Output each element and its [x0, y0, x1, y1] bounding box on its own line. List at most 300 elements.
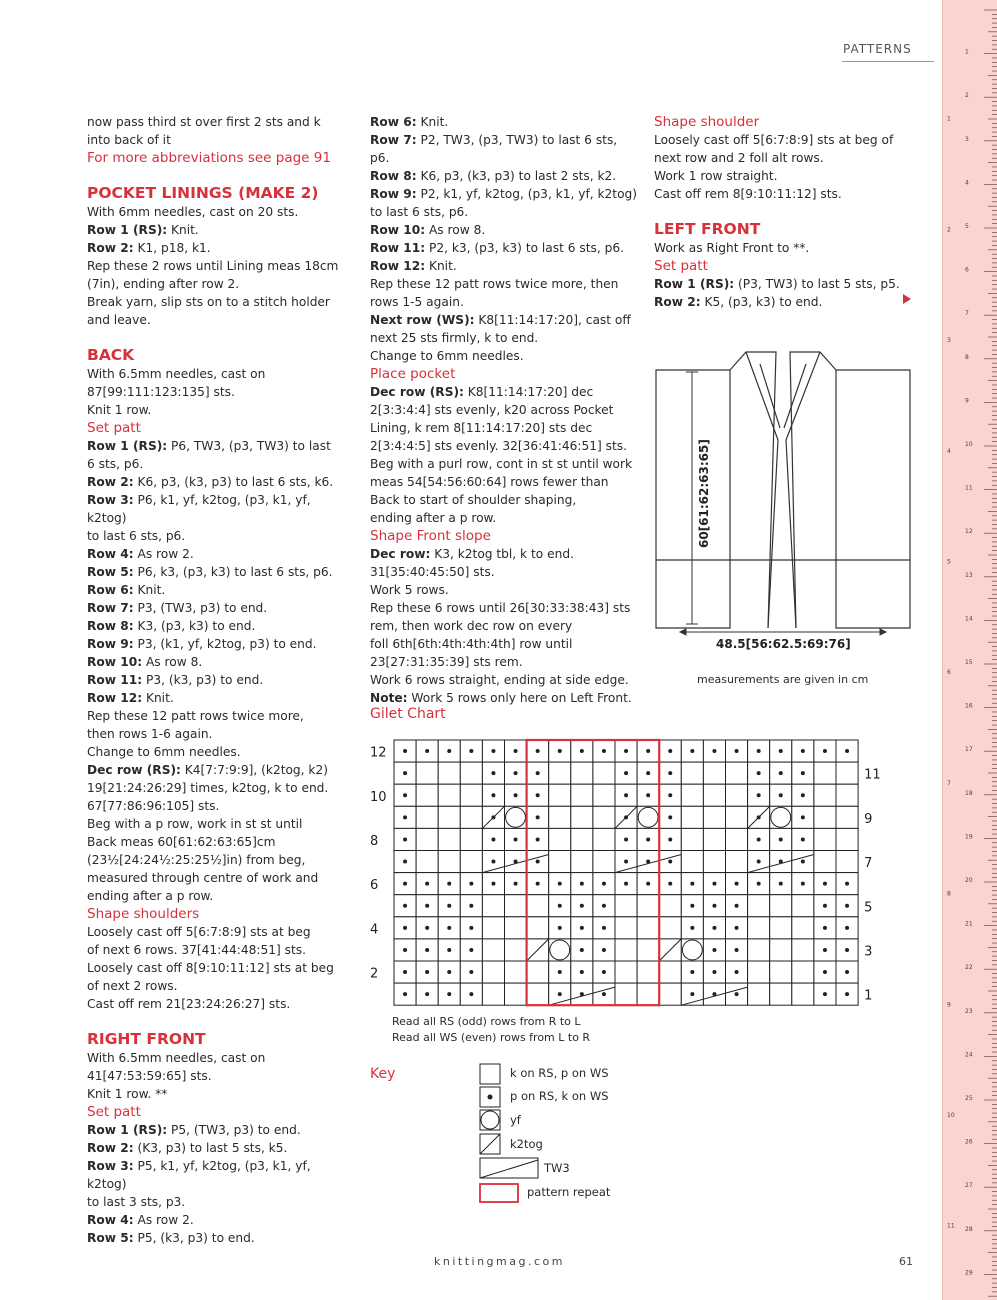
abbreviations-link[interactable]: For more abbreviations see page 91	[87, 150, 331, 166]
chart-dot	[469, 970, 473, 974]
column-2	[370, 113, 640, 707]
chart-cell	[571, 762, 593, 784]
ruler-cm-label: 4	[965, 179, 969, 187]
chart-cell	[593, 828, 615, 850]
chart-dot	[845, 948, 849, 952]
chart-cell	[681, 828, 703, 850]
chart-cell	[792, 983, 814, 1005]
note-text: Work 5 rows only here on Left Front.	[407, 691, 632, 705]
pattern-repeat-symbol-icon	[480, 1184, 518, 1202]
row-label: Row 2:	[87, 475, 134, 489]
row-text: K6, p3, (k3, p3) to last 6 sts, k6.	[133, 475, 334, 489]
row-label: Row 3:	[87, 1159, 134, 1173]
chart-dot	[823, 904, 827, 908]
back-row-2	[87, 473, 352, 491]
chart-dot	[801, 837, 805, 841]
chart-cell	[748, 895, 770, 917]
ruler-cm-label: 1	[965, 48, 969, 56]
chart-dot	[712, 749, 716, 753]
ruler-cm-label: 26	[965, 1138, 973, 1146]
chart-dot	[491, 771, 495, 775]
row-text: As row 2.	[133, 547, 194, 561]
chart-dot	[447, 904, 451, 908]
col2-para-1: Rep these 12 patt rows twice more, then rows 1-5 again.	[370, 277, 619, 309]
chart-dot	[558, 749, 562, 753]
chart-cell	[416, 762, 438, 784]
chart-cell	[438, 784, 460, 806]
chart-dot	[425, 948, 429, 952]
col2-dec2-row	[370, 545, 640, 689]
col2-row-2	[370, 131, 640, 167]
back-row-12	[87, 689, 352, 707]
chart-cell	[438, 806, 460, 828]
continue-arrow-icon	[903, 294, 911, 304]
chart-cell	[416, 806, 438, 828]
back-row-1	[87, 437, 352, 473]
back-para-3: Loosely cast off 5[6:7:8:9] sts at beg of next 6 rows. 37[41:44:48:51] sts. Loosely cast off 8[9:10:11:12] sts at beg of next 2 rows. Cast off rem 21[23:24:26:27] sts.	[87, 925, 334, 1011]
ruler-cm-label: 6	[965, 266, 969, 274]
ruler-cm-label: 23	[965, 1007, 973, 1015]
ruler-cm-label: 8	[965, 353, 969, 361]
chart-dot	[403, 860, 407, 864]
row-label-right: 5	[864, 900, 873, 916]
chart-cell	[792, 917, 814, 939]
chart-cell	[615, 939, 637, 961]
chart-dot	[447, 749, 451, 753]
chart-dot	[447, 882, 451, 886]
height-label: 60[61:62:63:65]	[697, 439, 711, 548]
chart-dot	[690, 882, 694, 886]
chart-cell	[836, 762, 858, 784]
row-text: K3, (p3, k3) to end.	[133, 619, 256, 633]
chart-dot	[779, 749, 783, 753]
ruler-cm-label: 18	[965, 789, 973, 797]
chart-dot	[491, 749, 495, 753]
row-label: Row 2:	[87, 241, 134, 255]
row-text: Knit.	[133, 583, 166, 597]
chart-cell	[527, 983, 549, 1005]
chart-dot	[757, 860, 761, 864]
yf-mark	[550, 940, 570, 960]
chart-dot	[602, 882, 606, 886]
ruler-cm-label: 25	[965, 1095, 973, 1102]
ruler-cm-label: 28	[965, 1225, 973, 1233]
chart-cell	[593, 851, 615, 873]
note-label: Note:	[370, 691, 408, 705]
row-text: P6, k1, yf, k2tog, (p3, k1, yf, k2tog) to last 6 sts, p6.	[87, 493, 311, 543]
chart-cell	[836, 828, 858, 850]
back-row-5	[87, 563, 352, 581]
row-label: Row 12:	[370, 259, 426, 273]
col2-row-6	[370, 239, 640, 257]
column-3	[654, 113, 904, 311]
row-label: Row 12:	[87, 691, 143, 705]
chart-dot	[779, 771, 783, 775]
chart-cell	[549, 762, 571, 784]
row-text: P2, k3, (p3, k3) to last 6 sts, p6.	[425, 241, 624, 255]
row-label: Row 2:	[654, 295, 701, 309]
chart-dot	[801, 771, 805, 775]
chart-dot	[580, 970, 584, 974]
row-label: Row 7:	[370, 133, 417, 147]
chart-dot	[536, 882, 540, 886]
row-text: P5, (k3, p3) to end.	[133, 1231, 255, 1245]
row-label-right: 9	[864, 811, 873, 827]
chart-dot	[735, 970, 739, 974]
chart-dot	[712, 970, 716, 974]
chart-dot	[403, 970, 407, 974]
width-label: 48.5[56:62.5:69:76]	[716, 637, 851, 651]
chart-dot	[403, 948, 407, 952]
back-heading: BACK	[87, 346, 135, 364]
back-para-2: Rep these 12 patt rows twice more, then rows 1-6 again. Change to 6mm needles.	[87, 709, 304, 759]
pocket-linings-heading: POCKET LININGS (MAKE 2)	[87, 184, 319, 202]
row-text: As row 8.	[425, 223, 486, 237]
chart-cell	[482, 917, 504, 939]
chart-cell	[681, 784, 703, 806]
row-text: P5, k1, yf, k2tog, (p3, k1, yf, k2tog) to last 3 sts, p3.	[87, 1159, 311, 1209]
chart-dot	[757, 749, 761, 753]
chart-cell	[549, 806, 571, 828]
chart-title: Gilet Chart	[370, 706, 446, 722]
chart-dot	[801, 882, 805, 886]
chart-dot	[447, 926, 451, 930]
intro-line-2: into back of it	[87, 133, 171, 147]
chart-cell	[703, 828, 725, 850]
row-label: Row 4:	[87, 1213, 134, 1227]
col3-para-1: Loosely cast off 5[6:7:8:9] sts at beg of next row and 2 foll alt rows. Work 1 row straight. Cast off rem 8[9:10:11:12] sts.	[654, 133, 894, 201]
chart-cell	[527, 895, 549, 917]
right-front-row-2	[87, 1139, 352, 1157]
chart-cell	[549, 828, 571, 850]
ruler-cm-label: 2	[965, 92, 969, 100]
chart-dot	[646, 749, 650, 753]
chart-dot	[690, 749, 694, 753]
chart-dot	[801, 793, 805, 797]
chart-cell	[482, 983, 504, 1005]
chart-cell	[637, 939, 659, 961]
chart-cell	[726, 828, 748, 850]
chart-cell	[659, 961, 681, 983]
row-label: Row 6:	[87, 583, 134, 597]
right-front-para-1: With 6.5mm needles, cast on 41[47:53:59:65] sts. Knit 1 row. **	[87, 1051, 266, 1101]
chart-note-rs: Read all RS (odd) rows from R to L	[392, 1015, 581, 1028]
chart-dot	[558, 904, 562, 908]
chart-dot	[624, 860, 628, 864]
col3-para-2: Work as Right Front to **.	[654, 241, 810, 255]
back-row-6	[87, 581, 352, 599]
chart-cell	[527, 961, 549, 983]
chart-dot	[425, 904, 429, 908]
row-label: Row 8:	[370, 169, 417, 183]
row-text: K4[7:7:9:9], (k2tog, k2) 19[21:24:26:29] times, k2tog, k to end. 67[77:86:96:105] sts. Beg with a p row, work in st st until Back meas 60[61:62:63:65]cm (23½[24:24½:25:25½]in) from beg, measured through centre of work and ending after a p row.	[87, 763, 329, 903]
chart-cell	[770, 939, 792, 961]
row-label: Dec row (RS):	[370, 385, 464, 399]
left-sleeve-outline	[656, 370, 730, 628]
header-divider	[842, 61, 934, 62]
chart-dot	[823, 992, 827, 996]
ruler-cm-label: 13	[965, 571, 973, 579]
row-label: Row 10:	[87, 655, 143, 669]
chart-dot	[536, 837, 540, 841]
section-header: PATTERNS	[843, 42, 912, 56]
row-text: P6, k3, (p3, k3) to last 6 sts, p6.	[133, 565, 333, 579]
chart-dot	[491, 793, 495, 797]
gilet-schematic	[650, 340, 920, 660]
chart-dot	[403, 749, 407, 753]
ruler-cm-label: 9	[965, 397, 969, 405]
row-label: Row 1 (RS):	[87, 1123, 168, 1137]
chart-dot	[690, 926, 694, 930]
chart-dot	[845, 749, 849, 753]
chart-dot	[801, 860, 805, 864]
chart-dot	[757, 882, 761, 886]
chart-cell	[703, 806, 725, 828]
chart-cell	[571, 784, 593, 806]
chart-cell	[416, 784, 438, 806]
chart-cell	[482, 895, 504, 917]
chart-dot	[491, 860, 495, 864]
row-text: K3, k2tog tbl, k to end. 31[35:40:45:50] sts. Work 5 rows. Rep these 6 rows until 26[30:33:38:43] sts rem, then work dec row on every foll 6th[6th:4th:4th:4th] row until 23[27:31:35:39] sts rem. Work 6 rows straight, ending at side edge.	[370, 547, 631, 687]
right-sleeve-outline	[836, 370, 910, 628]
chart-note-ws: Read all WS (even) rows from L to R	[392, 1031, 591, 1044]
chart-dot	[602, 948, 606, 952]
chart-cell	[505, 939, 527, 961]
chart-dot	[801, 815, 805, 819]
row-text: Knit.	[167, 223, 199, 237]
chart-cell	[527, 917, 549, 939]
row-label-right: 11	[864, 767, 881, 783]
chart-cell	[460, 762, 482, 784]
pocket-para-2: Rep these 2 rows until Lining meas 18cm (7in), ending after row 2. Break yarn, slip sts on to a stitch holder and leave.	[87, 259, 339, 327]
chart-cell	[770, 917, 792, 939]
row-text: P5, (TW3, p3) to end.	[167, 1123, 301, 1137]
row-label-left: 10	[370, 789, 387, 805]
chart-dot	[514, 793, 518, 797]
chart-dot	[712, 904, 716, 908]
row-text: K6, p3, (k3, p3) to last 2 sts, k2.	[416, 169, 617, 183]
chart-cell	[836, 784, 858, 806]
chart-dot	[823, 948, 827, 952]
chart-dot	[469, 749, 473, 753]
back-set-patt: Set patt	[87, 420, 141, 436]
chart-dot	[757, 771, 761, 775]
chart-dot	[690, 992, 694, 996]
ruler-cm-label: 19	[965, 833, 973, 841]
row-text: As row 8.	[142, 655, 203, 669]
row-label-right: 7	[864, 856, 873, 872]
row-text: K8[11:14:17:20] dec 2[3:3:4:4] sts evenly, k20 across Pocket Lining, k rem 8[11:14:17:20] sts dec 2[3:4:4:5] sts evenly. 32[36:41:46:51] sts. Beg with a purl row, cont in st st until work meas 54[54:56:60:64] rows fewer than Back to start of shoulder shaping, ending after a p row.	[370, 385, 633, 525]
row-label: Row 8:	[87, 619, 134, 633]
row-text: Knit.	[425, 259, 457, 273]
back-row-10	[87, 653, 352, 671]
row-label-left: 12	[370, 745, 387, 761]
chart-dot	[845, 926, 849, 930]
key-item-knit: k on RS, p on WS	[510, 1066, 609, 1080]
chart-dot	[469, 926, 473, 930]
back-row-11	[87, 671, 352, 689]
back-dec-row	[87, 761, 352, 905]
chart-dot	[514, 837, 518, 841]
right-front-set-patt: Set patt	[87, 1104, 141, 1120]
ruler-inch-label: 2	[947, 226, 951, 234]
chart-cell	[571, 828, 593, 850]
chart-cell	[726, 784, 748, 806]
ruler-inch-label: 4	[947, 447, 951, 455]
row-text: P2, k1, yf, k2tog, (p3, k1, yf, k2tog) to last 6 sts, p6.	[370, 187, 638, 219]
back-row-3	[87, 491, 352, 545]
ruler-cm-label: 3	[965, 135, 969, 143]
chart-cell	[792, 939, 814, 961]
chart-dot	[624, 771, 628, 775]
chart-dot	[403, 926, 407, 930]
chart-dot	[779, 793, 783, 797]
chart-dot	[801, 749, 805, 753]
ruler	[942, 0, 997, 1300]
ruler-cm-label: 15	[965, 659, 973, 666]
key-item-pattern-repeat: pattern repeat	[527, 1185, 611, 1199]
row-label: Dec row (RS):	[87, 763, 181, 777]
chart-cell	[549, 784, 571, 806]
row-label: Row 2:	[87, 1141, 134, 1155]
chart-cell	[836, 806, 858, 828]
chart-dot	[735, 749, 739, 753]
row-text: (P3, TW3) to last 5 sts, p5.	[734, 277, 900, 291]
ruler-cm-label: 24	[965, 1051, 973, 1059]
chart-dot	[403, 793, 407, 797]
chart-cell	[814, 762, 836, 784]
row-label: Row 9:	[370, 187, 417, 201]
row-label: Row 10:	[370, 223, 426, 237]
chart-dot	[491, 837, 495, 841]
chart-dot	[580, 904, 584, 908]
gilet-chart	[360, 730, 890, 1015]
chart-dot	[602, 904, 606, 908]
chart-cell	[637, 917, 659, 939]
row-label-left: 2	[370, 966, 379, 982]
ruler-cm-label: 14	[965, 615, 973, 623]
intro-line-1: now pass third st over first 2 sts and k	[87, 115, 321, 129]
col3-set-patt: Set patt	[654, 258, 708, 274]
row-label: Row 5:	[87, 565, 134, 579]
chart-dot	[514, 882, 518, 886]
col2-row-4	[370, 185, 640, 221]
chart-cell	[814, 851, 836, 873]
chart-cell	[726, 851, 748, 873]
chart-dot	[624, 882, 628, 886]
ruler-inch-label: 6	[947, 669, 951, 677]
chart-dot	[536, 815, 540, 819]
key-item-purl: p on RS, k on WS	[510, 1089, 609, 1103]
row-label: Row 6:	[370, 115, 417, 129]
place-pocket-heading: Place pocket	[370, 366, 456, 382]
row-text: K8[11:14:17:20], cast off next 25 sts firmly, k to end. Change to 6mm needles.	[370, 313, 631, 363]
knit-symbol-icon	[480, 1064, 500, 1084]
row-label: Dec row:	[370, 547, 431, 561]
page-number: 61	[899, 1255, 913, 1268]
right-front-row-3	[87, 1157, 352, 1211]
back-row-7	[87, 599, 352, 617]
pocket-row-1	[87, 221, 352, 239]
row-text: P3, (TW3, p3) to end.	[133, 601, 268, 615]
chart-dot	[823, 970, 827, 974]
chart-dot	[668, 793, 672, 797]
ruler-cm-label: 29	[965, 1269, 973, 1277]
chart-dot	[580, 926, 584, 930]
ruler-cm-label: 5	[965, 223, 969, 230]
chart-cell	[703, 784, 725, 806]
chart-cell	[438, 762, 460, 784]
column-1	[87, 113, 352, 1247]
chart-dot	[757, 793, 761, 797]
chart-cell	[814, 828, 836, 850]
yf-mark	[682, 940, 702, 960]
chart-cell	[593, 784, 615, 806]
chart-dot	[823, 749, 827, 753]
chart-dot	[403, 882, 407, 886]
ruler-inch-label: 3	[947, 337, 951, 345]
chart-dot	[845, 904, 849, 908]
chart-dot	[823, 882, 827, 886]
chart-cell	[416, 851, 438, 873]
left-lapel	[746, 352, 778, 628]
chart-cell	[770, 961, 792, 983]
chart-dot	[757, 837, 761, 841]
chart-dot	[558, 970, 562, 974]
chart-cell	[748, 961, 770, 983]
row-label-right: 1	[864, 988, 873, 1004]
chart-cell	[770, 895, 792, 917]
col2-rows	[370, 113, 640, 275]
chart-cell	[593, 762, 615, 784]
col2-row-1	[370, 113, 640, 131]
chart-dot	[469, 882, 473, 886]
chart-cell	[460, 828, 482, 850]
footer-site[interactable]: knittingmag.com	[434, 1255, 565, 1268]
chart-dot	[403, 815, 407, 819]
ruler-inch-label: 8	[947, 890, 951, 898]
ruler-cm-label: 7	[965, 310, 969, 318]
yf-mark	[506, 807, 526, 827]
pocket-para-1: With 6mm needles, cast on 20 sts.	[87, 205, 299, 219]
chart-cell	[615, 983, 637, 1005]
chart-cell	[549, 851, 571, 873]
row-label-left: 6	[370, 878, 379, 894]
row-label-left: 4	[370, 922, 379, 938]
chart-dot	[735, 992, 739, 996]
chart-cell	[460, 806, 482, 828]
col2-row-3	[370, 167, 640, 185]
chart-dot	[668, 860, 672, 864]
chart-cell	[615, 961, 637, 983]
chart-cell	[460, 851, 482, 873]
chart-dot	[580, 948, 584, 952]
chart-dot	[646, 882, 650, 886]
chart-dot	[624, 749, 628, 753]
left-front-heading: LEFT FRONT	[654, 220, 761, 238]
chart-dot	[514, 749, 518, 753]
key-item-yf: yf	[510, 1113, 521, 1127]
chart-dot	[536, 793, 540, 797]
chart-dot	[469, 904, 473, 908]
right-front-edge	[790, 352, 836, 628]
chart-cell	[505, 983, 527, 1005]
row-text: P3, (k1, yf, k2tog, p3) to end.	[133, 637, 317, 651]
chart-dot	[580, 749, 584, 753]
row-label: Row 11:	[370, 241, 426, 255]
row-label: Row 9:	[87, 637, 134, 651]
chart-dot	[735, 926, 739, 930]
